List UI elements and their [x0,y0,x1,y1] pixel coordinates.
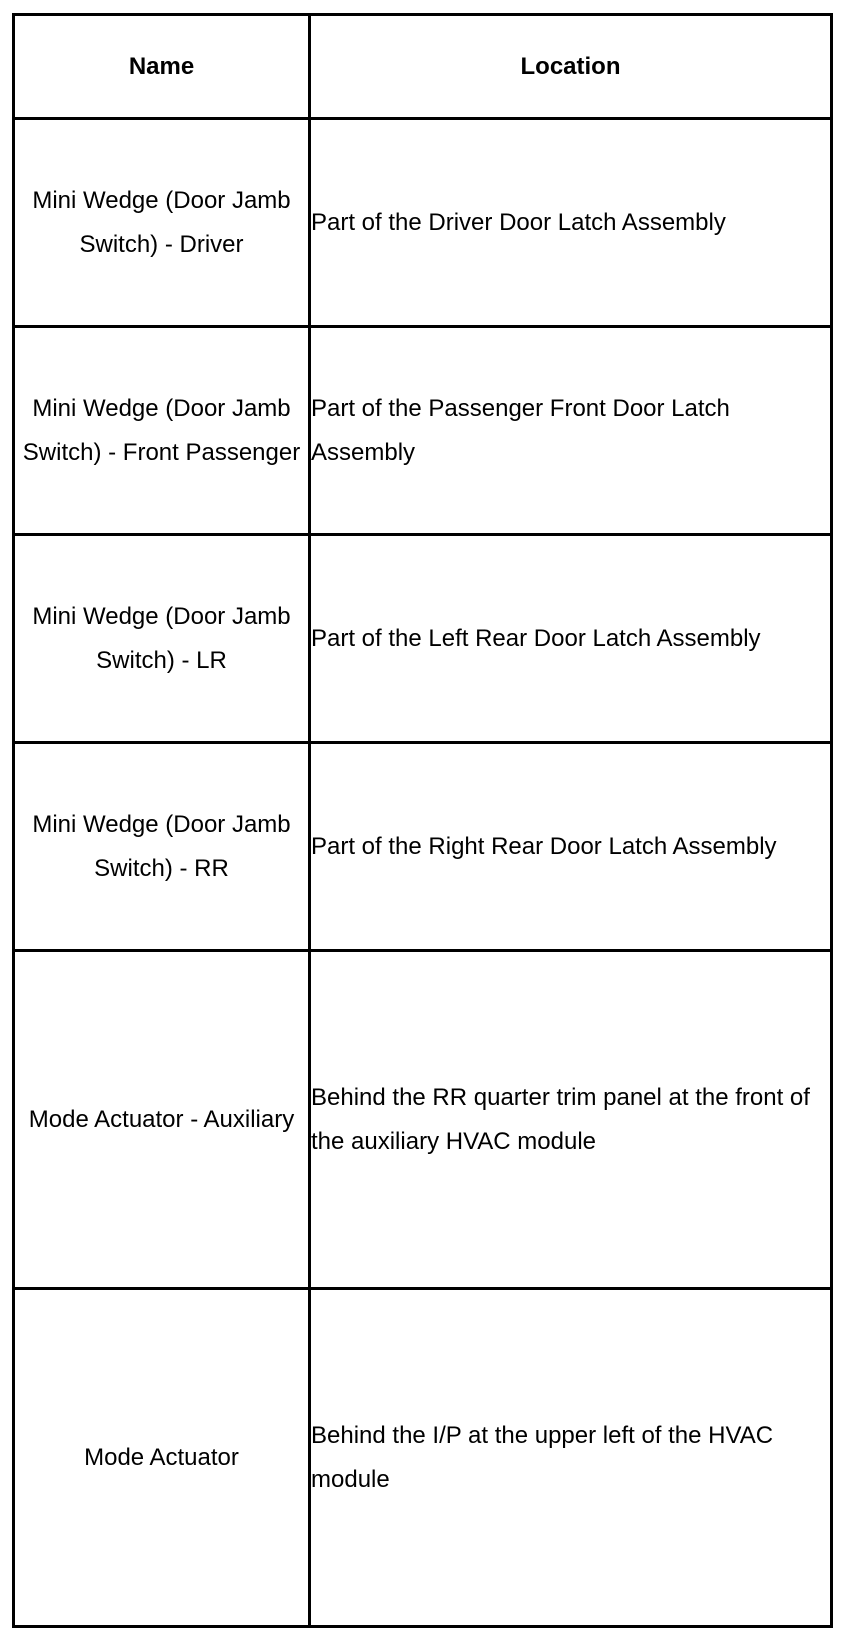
component-name-cell: Mini Wedge (Door Jamb Switch) - LR [14,535,310,743]
component-location-cell: Behind the RR quarter trim panel at the front of the auxiliary HVAC module [310,951,832,1289]
column-header-location: Location [310,15,832,119]
component-location-cell: Part of the Left Rear Door Latch Assembly [310,535,832,743]
component-name-cell: Mini Wedge (Door Jamb Switch) - Driver [14,119,310,327]
table-header-row [14,15,832,119]
component-location-cell: Part of the Driver Door Latch Assembly [310,119,832,327]
component-name-cell: Mode Actuator [14,1289,310,1627]
table-row [14,1289,832,1627]
component-location-table [12,13,833,1628]
component-location-cell: Part of the Right Rear Door Latch Assembly [310,743,832,951]
component-location-cell: Part of the Passenger Front Door Latch Assembly [310,327,832,535]
component-location-cell: Behind the I/P at the upper left of the HVAC module [310,1289,832,1627]
component-name-cell: Mini Wedge (Door Jamb Switch) - Front Passenger [14,327,310,535]
column-header-name: Name [14,15,310,119]
component-name-cell: Mini Wedge (Door Jamb Switch) - RR [14,743,310,951]
table-row [14,327,832,535]
component-name-cell: Mode Actuator - Auxiliary [14,951,310,1289]
table-row [14,535,832,743]
table-row [14,119,832,327]
table-row [14,743,832,951]
table-row [14,951,832,1289]
